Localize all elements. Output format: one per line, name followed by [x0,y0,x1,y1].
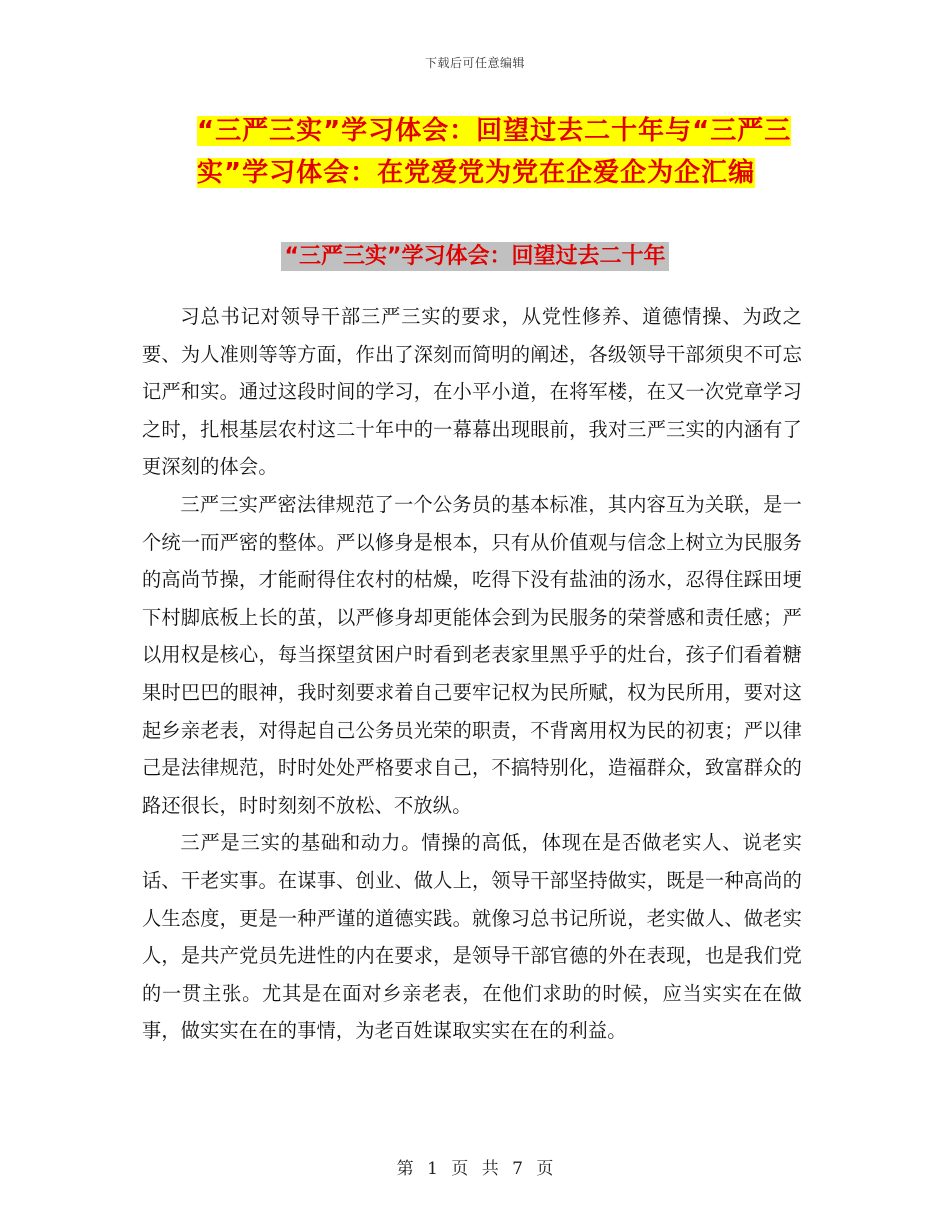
section-heading-text: “三严三实”学习体会：回望过去二十年 [281,242,670,271]
body-paragraph: 三严三实严密法律规范了一个公务员的基本标准，其内容互为关联，是一个统一而严密的整体。严以修身是根本，只有从价值观与信念上树立为民服务的高尚节操，才能耐得住农村的枯燥，吃得下没有盐油的汤水，忍得住踩田埂下村脚底板上长的茧，以严修身却更能体会到为民服务的荣誉感和责任感；严以用权是核心，每当探望贫困户时看到老表家里黑乎乎的灶台，孩子们看着糖果时巴巴的眼神，我时刻要求着自己要牢记权为民所赋，权为民所用，要对这起乡亲老表，对得起自己公务员光荣的职责，不背离用权为民的初衷；严以律己是法律规范，时时处处严格要求自己，不搞特别化，造福群众，致富群众的路还很长，时时刻刻不放松、不放纵。 [142,492,802,817]
page-number-footer: 第 1 页 共 7 页 [396,1159,554,1179]
document-main-title [197,110,817,194]
section-heading [0,240,950,274]
body-paragraph: 习总书记对领导干部三严三实的要求，从党性修养、道德情操、为政之要、为人准则等等方面，作出了深刻而简明的阐述，各级领导干部须臾不可忘记严和实。通过这段时间的学习，在小平小道，在将军楼，在又一次党章学习之时，扎根基层农村这二十年中的一幕幕出现眼前，我对三严三实的内涵有了更深刻的体会。 [142,305,802,479]
body-paragraph: 三严是三实的基础和动力。情操的高低，体现在是否做老实人、说老实话、干老实事。在谋事、创业、做人上，领导干部坚持做实，既是一种高尚的人生态度，更是一种严谨的道德实践。就像习总书记所说，老实做人、做老实人，是共产党员先进性的内在要求，是领导干部官德的外在表现，也是我们党的一贯主张。尤其是在面对乡亲老表，在他们求助的时候，应当实实在在做事，做实实在在的事情，为老百姓谋取实实在在的利益。 [142,831,802,1043]
page-header-note: 下载后可任意编辑 [424,56,525,70]
document-body [142,298,802,1050]
main-title-text: “三严三实”学习体会：回望过去二十年与“三严三实”学习体会：在党爱党为党在企爱企为企汇编 [197,116,792,188]
